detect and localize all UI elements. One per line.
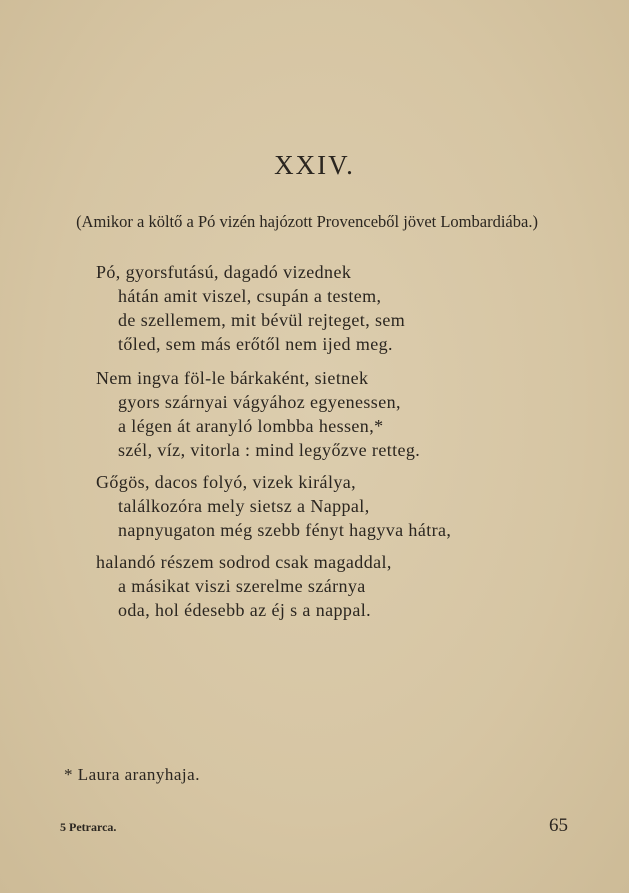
- poem-line: találkozóra mely sietsz a Nappal,: [118, 496, 370, 516]
- stanza-1: [0, 260, 629, 356]
- footnote: * Laura aranyhaja.: [64, 765, 200, 784]
- signature-mark: 5 Petrarca.: [60, 820, 117, 834]
- poem-line: halandó részem sodrod csak magaddal,: [96, 552, 392, 572]
- page-number: 65: [549, 815, 568, 836]
- poem-title: XXIV.: [274, 150, 355, 180]
- poem-line: Gőgös, dacos folyó, vizek királya,: [96, 472, 357, 492]
- poem-intro: (Amikor a költő a Pó vizén hajózott Provenceből jövet Lombardiába.): [76, 212, 538, 231]
- poem-line: de szellemem, mit bévül rejteget, sem: [118, 310, 406, 330]
- poem-line: Pó, gyorsfutású, dagadó vizednek: [96, 262, 352, 282]
- stanza-2: [0, 366, 629, 462]
- poem-line: gyors szárnyai vágyához egyenessen,: [118, 392, 401, 412]
- poem-line: oda, hol édesebb az éj s a nappal.: [118, 600, 372, 620]
- poem-line: napnyugaton még szebb fényt hagyva hátra,: [118, 520, 452, 540]
- poem-line: a légen át aranyló lombba hessen,*: [118, 416, 384, 436]
- poem-line: szél, víz, vitorla : mind legyőzve retteg.: [118, 440, 421, 460]
- poem-line: Nem ingva föl-le bárkaként, sietnek: [96, 368, 369, 388]
- stanza-4: [0, 550, 629, 622]
- poem-line: a másikat viszi szerelme szárnya: [118, 576, 366, 596]
- poem-line: tőled, sem más erőtől nem ijed meg.: [118, 334, 393, 354]
- stanza-3: [0, 470, 629, 542]
- poem-line: hátán amit viszel, csupán a testem,: [118, 286, 382, 306]
